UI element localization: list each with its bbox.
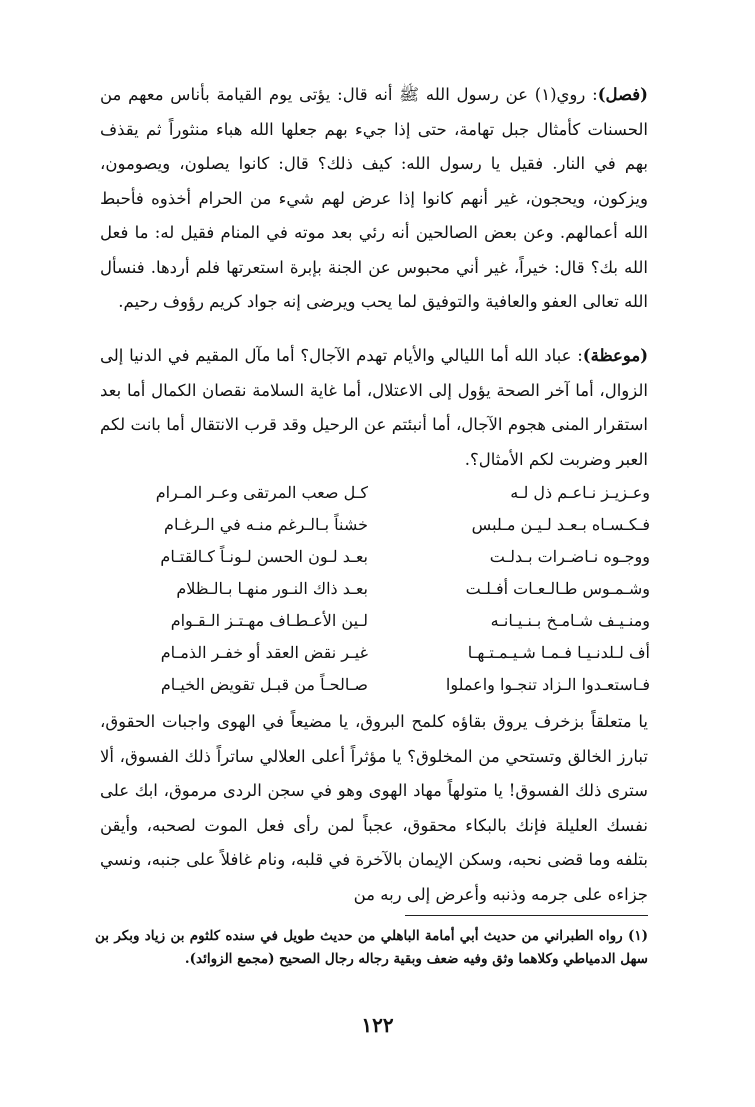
poem-verse (100, 508, 650, 540)
verse-first-hemistich: أف لـلدنـيـا فـمـا شـيـمـتـهـا (467, 642, 650, 662)
poem-verse (100, 636, 650, 668)
verse-second-hemistich: لـين الأعـطـاف مهـتـز الـقـوام (170, 610, 368, 630)
verse-first-hemistich: ومنـيـف شـامـخ بـنـيـانـه (490, 610, 650, 630)
verse-first-hemistich: فـاستعـدوا الـزاد تنجـوا واعملوا (445, 674, 650, 694)
section-maw-iza (100, 339, 648, 477)
verse-second-hemistich: بعـد لـون الحسن لـونـاً كـالقتـام (160, 546, 368, 566)
section-heading: (موعظة) (582, 346, 648, 365)
verse-first-hemistich: وشـمـوس طـالـعـات أفـلـت (465, 578, 650, 598)
verse-second-hemistich: بعـد ذاك النـور منهـا بـالـظلام (176, 578, 368, 598)
paragraph-text: : عباد الله أما الليالي والأيام تهدم الآجال؟ أما مآل المقيم في الدنيا إلى الزوال، أما آخر الصحة يؤول إلى الاعتلال، أما غاية السلامة نقصان الكمال أما بعد استقرار المنى هجوم الآجال، أما أنبئتم عن الرحيل وقد قرب الانتقال أما بانت لكم العبر وضربت لكم الأمثال؟. (100, 346, 648, 469)
poem-verse (100, 476, 650, 508)
verse-second-hemistich: غيـر نقض العقد أو خفـر الذمـام (160, 642, 368, 662)
verse-first-hemistich: فـكـسـاه بـعـد لـيـن مـلبس (471, 514, 650, 534)
poem-verse (100, 604, 650, 636)
poem-verse (100, 572, 650, 604)
poem-verse (100, 668, 650, 700)
closing-paragraph: يا متعلقاً بزخرف يروق بقاؤه كلمح البروق، يا مضيعاً في الهوى واجبات الحقوق، تبارز الخالق وتستحي من المخلوق؟ يا مؤثراً أعلى العلالي ساتراً ذلك الفسوق، ألا سترى ذلك الفسوق! يا متولهاً مهاد الهوى وهو في سجن الردى مرموق، ابك على نفسك العليلة فإنك بالبكاء محقوق، عجباً لمن رأى فعل الموت لصحبه، وأيقن بتلفه وما قضى نحبه، وسكن الإيمان بالآخرة في قلبه، ونام غافلاً على جنبه، ونسي جزاءه على جرمه وذنبه وأعرض إلى ربه من (100, 712, 648, 904)
poem (100, 476, 650, 700)
section-fasl (100, 78, 648, 320)
poem-verse (100, 540, 650, 572)
footnote: (١) رواه الطبراني من حديث أبي أمامة الباهلي من حديث طويل في سنده كلثوم بن زياد وبكر بن سهل الدمياطي وكلاهما وثق وفيه ضعف وبقية رجاله رجال الصحيح (مجمع الزوائد). (95, 928, 648, 967)
verse-first-hemistich: ووجـوه نـاضـرات بـدلـت (489, 546, 650, 566)
verse-second-hemistich: خشناً بـالـرغم منـه في الـرغـام (164, 514, 368, 534)
verse-second-hemistich: صـالحـاً من قبـل تقويض الخيـام (160, 674, 368, 694)
section-heading: (فصل) (597, 85, 648, 104)
verse-second-hemistich: كـل صعب المرتقى وعـر المـرام (155, 482, 368, 502)
verse-first-hemistich: وعـزيـز نـاعـم ذل لـه (510, 482, 650, 502)
footnote-separator (405, 915, 648, 916)
page-number: ١٢٢ (361, 1013, 394, 1037)
paragraph-text: : روي(١) عن رسول الله ﷺ أنه قال: يؤتى يوم القيامة بأناس معهم من الحسنات كأمثال جبل تهامة، حتى إذا جيء بهم جعلها الله هباء منثوراً ثم يقذف بهم في النار. فقيل يا رسول الله: كيف ذلك؟ قال: كانوا يصلون، ويصومون، ويزكون، ويحجون، غير أنهم كانوا إذا عرض لهم شيء من الحرام أخذوه فأحبط الله أعمالهم. وعن بعض الصالحين أنه رئي بعد موته في المنام فقيل له: ما فعل الله بك؟ قال: خيراً، غير أني محبوس عن الجنة بإبرة استعرتها فلم أردها. فنسأل الله تعالى العفو والعافية والتوفيق لما يحب ويرضى إنه جواد كريم رؤوف رحيم. (100, 85, 648, 311)
